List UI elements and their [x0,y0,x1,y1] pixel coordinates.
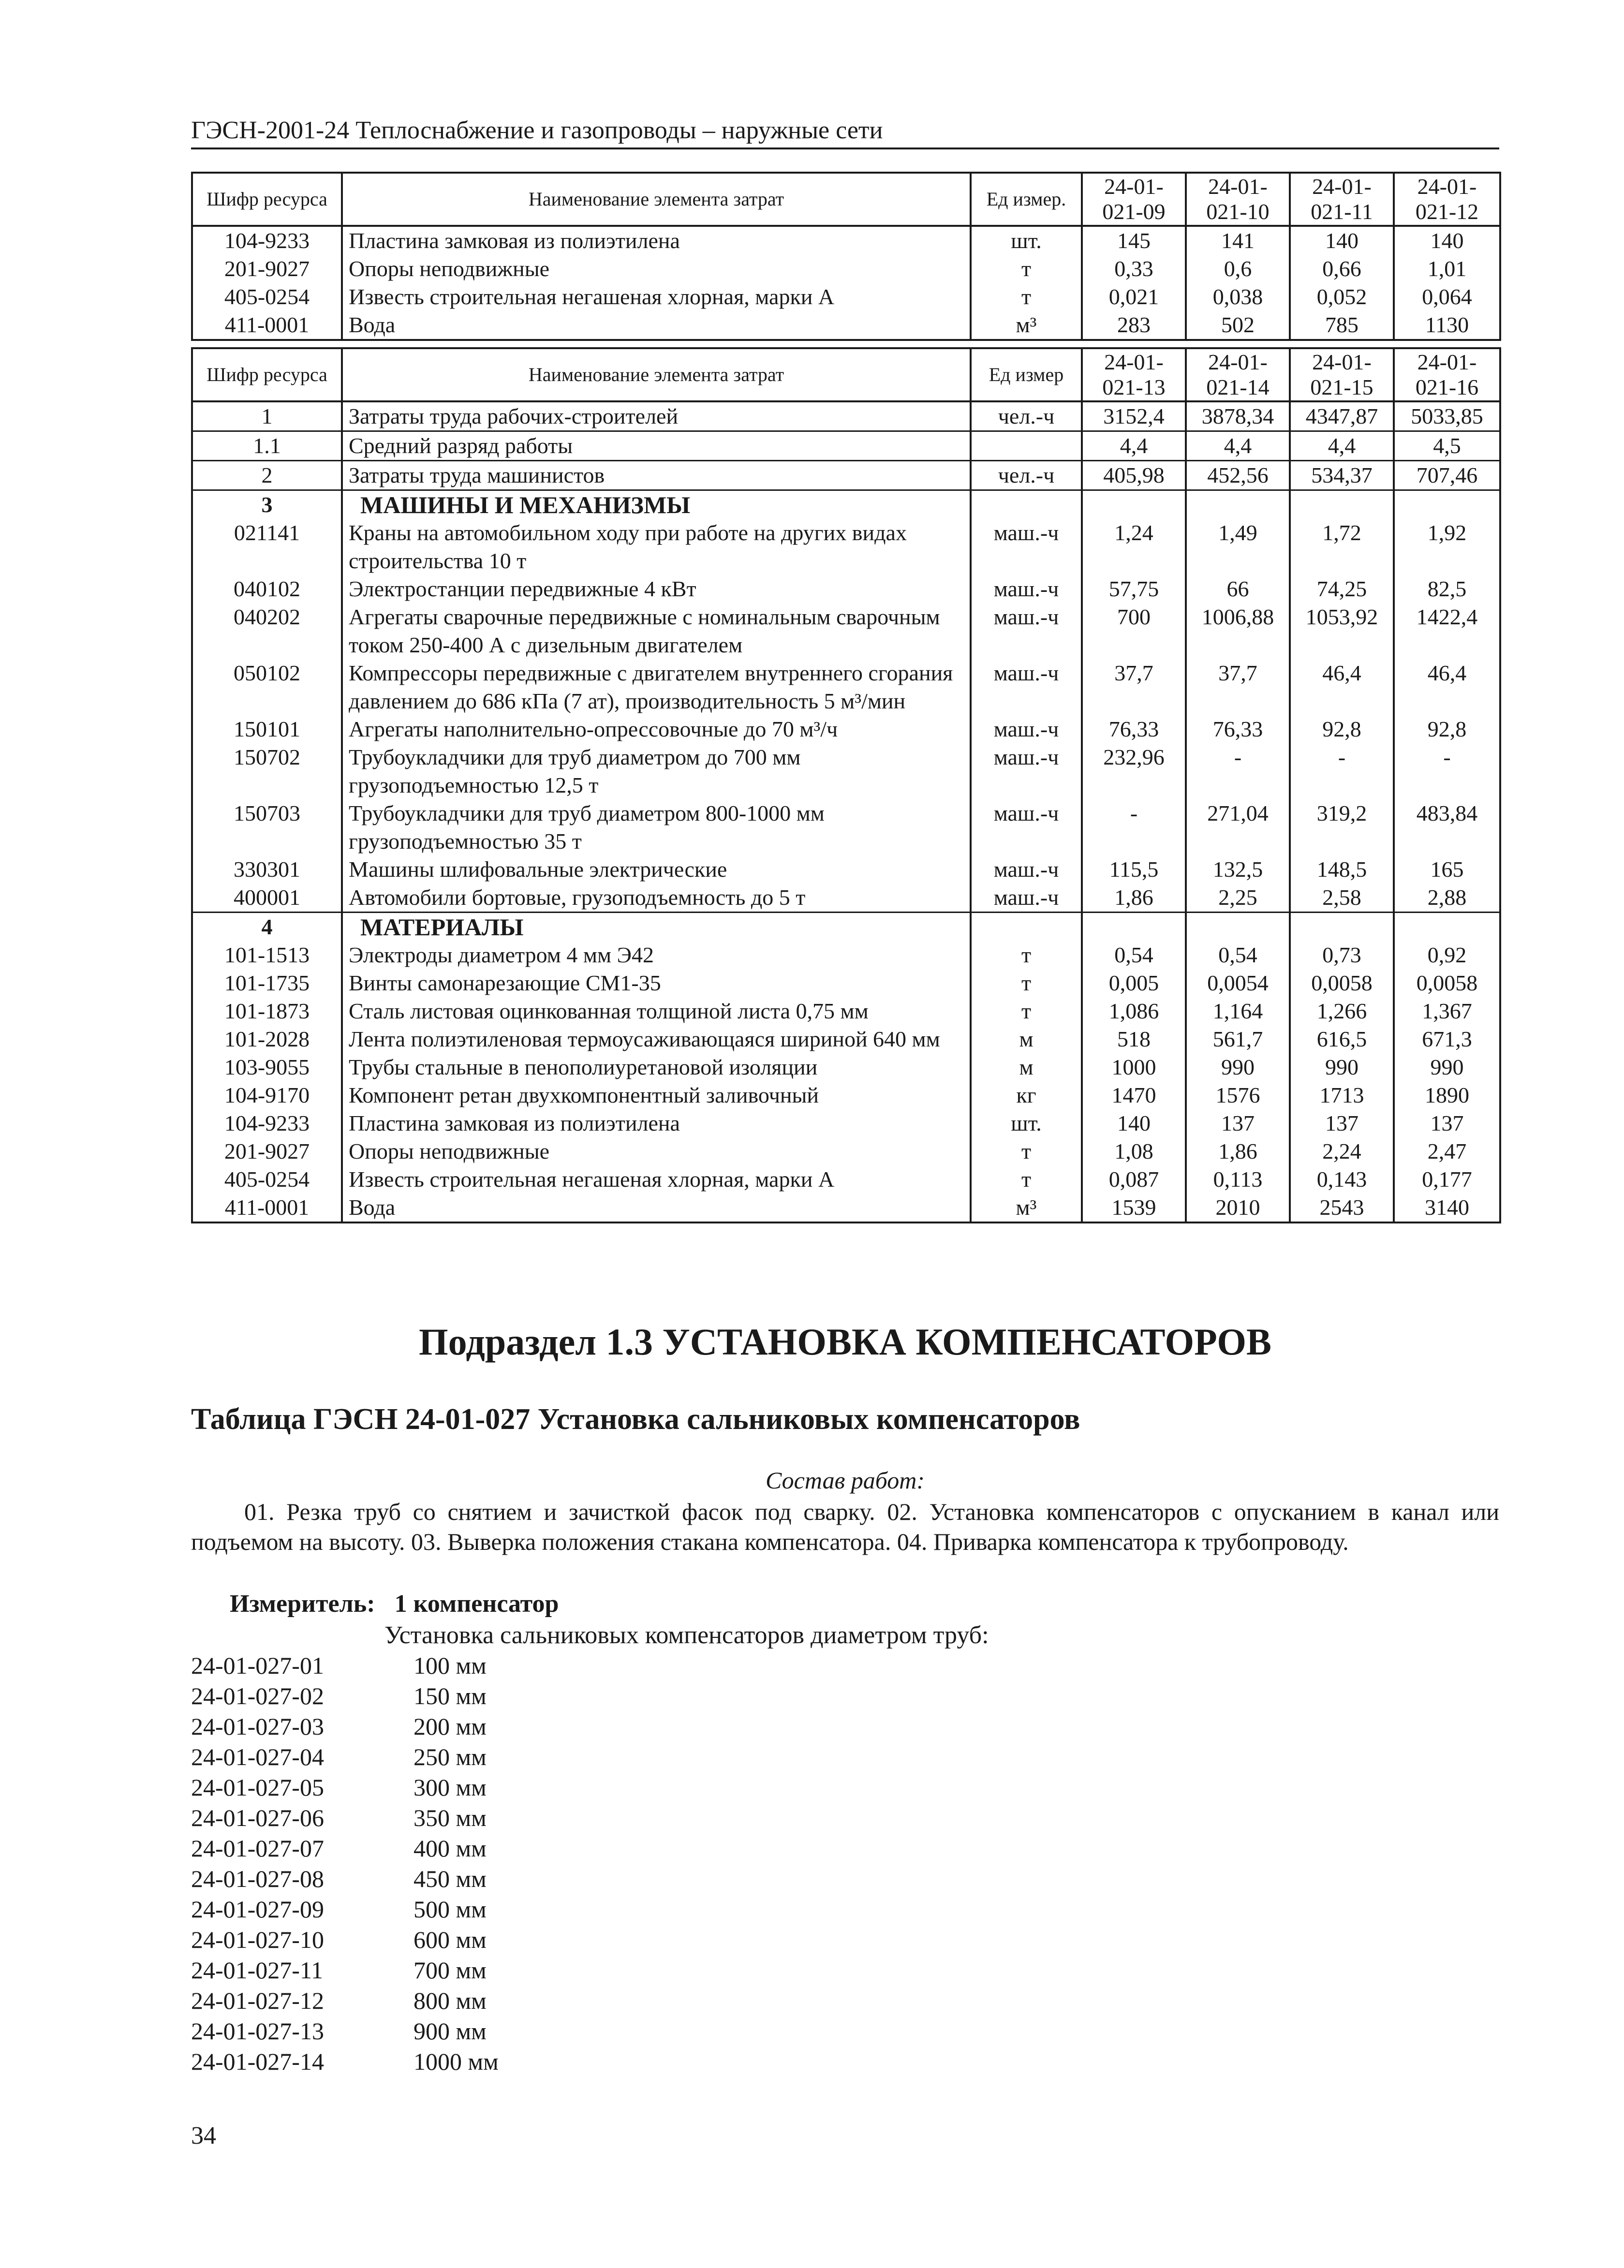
resource-code: 101-1873 [192,997,342,1025]
value-column-2: 0,113 [1186,1165,1290,1193]
norm-code: 24-01-027-10 [191,1926,324,1953]
value-column-2: 1,49 [1186,519,1290,575]
pipe-diameter: 250 мм [413,1743,487,1770]
meter-label: Измеритель: [230,1590,375,1618]
resource-name: Известь строительная негашеная хлорная, марки А [342,1165,971,1193]
value-column-4: 483,84 [1394,799,1500,855]
unit: чел.-ч [971,461,1082,490]
table-row [192,1025,1500,1053]
unit: м [971,1053,1082,1081]
value-column-3 [1290,913,1394,942]
value-column-4: 1890 [1394,1081,1500,1109]
resource-code: 104-9170 [192,1081,342,1109]
resource-name: Винты самонарезающие СМ1-35 [342,969,971,997]
header-column-2: 24-01-021-14 [1186,348,1290,401]
resource-code: 101-1513 [192,941,342,969]
resource-name: Электростанции передвижные 4 кВт [342,575,971,603]
header-column-1: 24-01-021-13 [1082,348,1186,401]
pipe-diameter: 150 мм [413,1682,487,1709]
header-name: Наименование элемента затрат [342,173,971,226]
norm-code-row [191,1742,499,1772]
value-column-3: 2,24 [1290,1137,1394,1165]
norm-code-row [191,1925,499,1955]
norm-code-row [191,2016,499,2047]
norm-code: 24-01-027-08 [191,1865,324,1892]
value-column-4: 5033,85 [1394,401,1500,431]
value-column-2: 3878,34 [1186,401,1290,431]
value-column-3: 140 [1290,226,1394,255]
value-column-4: 1422,4 [1394,603,1500,659]
value-column-1: 283 [1082,311,1186,340]
value-column-2: 271,04 [1186,799,1290,855]
norm-code-row [191,1772,499,1803]
pipe-diameter: 400 мм [413,1835,487,1862]
norm-code: 24-01-027-04 [191,1743,324,1770]
value-column-2: 76,33 [1186,715,1290,743]
table-header-row [192,173,1500,226]
value-column-2: 1,86 [1186,1137,1290,1165]
value-column-2: 37,7 [1186,659,1290,715]
value-column-4: 0,0058 [1394,969,1500,997]
resource-name: Пластина замковая из полиэтилена [342,1109,971,1137]
value-column-1: 115,5 [1082,855,1186,884]
resource-code: 101-1735 [192,969,342,997]
resource-table-2 [191,347,1501,1223]
norm-code: 24-01-027-06 [191,1804,324,1831]
norm-code-row [191,1864,499,1894]
page-number: 34 [191,2122,216,2150]
value-column-1: 1,24 [1082,519,1186,575]
unit [971,490,1082,519]
resource-code: 330301 [192,855,342,884]
table-row [192,1165,1500,1193]
resource-name: Вода [342,1193,971,1222]
value-column-4: 0,177 [1394,1165,1500,1193]
value-column-3: 534,37 [1290,461,1394,490]
value-column-2: 1576 [1186,1081,1290,1109]
value-column-3: 0,73 [1290,941,1394,969]
value-column-3: 319,2 [1290,799,1394,855]
pipe-diameter: 600 мм [413,1926,487,1953]
value-column-2: 2010 [1186,1193,1290,1222]
value-column-4: 1,367 [1394,997,1500,1025]
resource-name: Затраты труда машинистов [342,461,971,490]
value-column-3 [1290,490,1394,519]
value-column-4: 707,46 [1394,461,1500,490]
value-column-1: 37,7 [1082,659,1186,715]
value-column-1: 1470 [1082,1081,1186,1109]
table-row [192,884,1500,913]
table-row [192,799,1500,855]
meter-value: 1 компенсатор [394,1590,559,1618]
value-column-1: 232,96 [1082,743,1186,799]
unit: т [971,941,1082,969]
unit: т [971,1137,1082,1165]
resource-code: 405-0254 [192,1165,342,1193]
resource-name: Агрегаты сварочные передвижные с номинальным сварочным током 250-400 А с дизельным двигателем [342,603,971,659]
value-column-3: 0,143 [1290,1165,1394,1193]
value-column-3: 0,052 [1290,283,1394,311]
value-column-3: 785 [1290,311,1394,340]
norm-code-list [191,1650,499,2077]
resource-name: МАТЕРИАЛЫ [342,913,971,942]
value-column-2: 990 [1186,1053,1290,1081]
norm-code-row [191,1650,499,1681]
table-row [192,743,1500,799]
pipe-diameter: 500 мм [413,1896,487,1923]
value-column-1: 140 [1082,1109,1186,1137]
resource-code: 4 [192,913,342,942]
value-column-1: 518 [1082,1025,1186,1053]
resource-code: 405-0254 [192,283,342,311]
pipe-diameter: 900 мм [413,2018,487,2045]
value-column-1: 1539 [1082,1193,1186,1222]
resource-name: Агрегаты наполнительно-опрессовочные до 70 м³/ч [342,715,971,743]
value-column-4: 3140 [1394,1193,1500,1222]
resource-code: 201-9027 [192,255,342,283]
value-column-2 [1186,913,1290,942]
unit: кг [971,1081,1082,1109]
unit: маш.-ч [971,884,1082,913]
unit: м³ [971,1193,1082,1222]
unit: т [971,969,1082,997]
value-column-2: 141 [1186,226,1290,255]
value-column-2: - [1186,743,1290,799]
value-column-2: 452,56 [1186,461,1290,490]
value-column-4: 2,88 [1394,884,1500,913]
norm-code-row [191,1986,499,2016]
norm-code: 24-01-027-03 [191,1713,324,1740]
table-row [192,283,1500,311]
value-column-3: 46,4 [1290,659,1394,715]
table-row [192,997,1500,1025]
resource-name: Вода [342,311,971,340]
resource-name: Трубы стальные в пенополиуретановой изоляции [342,1053,971,1081]
unit: маш.-ч [971,659,1082,715]
table-row [192,431,1500,461]
norm-code: 24-01-027-13 [191,2018,324,2045]
pipe-diameter: 450 мм [413,1865,487,1892]
resource-name: Трубоукладчики для труб диаметром до 700 мм грузоподъемностью 12,5 т [342,743,971,799]
unit: маш.-ч [971,743,1082,799]
norm-code-row [191,1833,499,1864]
table-row [192,659,1500,715]
value-column-3: 2543 [1290,1193,1394,1222]
value-column-4: 990 [1394,1053,1500,1081]
norm-code-row [191,1681,499,1711]
resource-code: 104-9233 [192,226,342,255]
value-column-1: 0,005 [1082,969,1186,997]
unit: чел.-ч [971,401,1082,431]
pipe-diameter: 200 мм [413,1713,487,1740]
pipe-diameter: 100 мм [413,1652,487,1679]
value-column-2: 0,6 [1186,255,1290,283]
value-column-4: 671,3 [1394,1025,1500,1053]
resource-code: 1.1 [192,431,342,461]
resource-code: 103-9055 [192,1053,342,1081]
header-column-3: 24-01-021-11 [1290,173,1394,226]
value-column-4 [1394,913,1500,942]
value-column-1: 405,98 [1082,461,1186,490]
table-row [192,715,1500,743]
value-column-1: 4,4 [1082,431,1186,461]
value-column-2: 66 [1186,575,1290,603]
running-header: ГЭСН-2001-24 Теплоснабжение и газопроводы – наружные сети [191,114,1499,149]
unit: маш.-ч [971,519,1082,575]
value-column-1: 1,86 [1082,884,1186,913]
unit: шт. [971,1109,1082,1137]
value-column-4: 0,064 [1394,283,1500,311]
resource-code: 050102 [192,659,342,715]
meter-line [230,1589,559,1620]
value-column-4: 0,92 [1394,941,1500,969]
resource-code: 040102 [192,575,342,603]
value-column-1: 0,54 [1082,941,1186,969]
value-column-1: 1,086 [1082,997,1186,1025]
value-column-3: 4,4 [1290,431,1394,461]
value-column-1: 3152,4 [1082,401,1186,431]
value-column-1: 0,33 [1082,255,1186,283]
resource-name: Пластина замковая из полиэтилена [342,226,971,255]
value-column-1: 57,75 [1082,575,1186,603]
table-title: Таблица ГЭСН 24-01-027 Установка сальниковых компенсаторов [191,1403,1080,1436]
value-column-4: 165 [1394,855,1500,884]
resource-code: 021141 [192,519,342,575]
table-row [192,490,1500,519]
table-row [192,1109,1500,1137]
value-column-1: 0,087 [1082,1165,1186,1193]
value-column-4: 140 [1394,226,1500,255]
norm-code: 24-01-027-12 [191,1987,324,2014]
value-column-1 [1082,913,1186,942]
table-row [192,913,1500,942]
resource-code: 201-9027 [192,1137,342,1165]
resource-name: Электроды диаметром 4 мм Э42 [342,941,971,969]
resource-name: Машины шлифовальные электрические [342,855,971,884]
table-row [192,603,1500,659]
resource-name: Опоры неподвижные [342,1137,971,1165]
value-column-1: 1,08 [1082,1137,1186,1165]
norm-code-row [191,1711,499,1742]
resource-table-1 [191,172,1501,341]
pipe-diameter: 1000 мм [413,2048,499,2075]
pipe-diameter: 800 мм [413,1987,487,2014]
pipe-diameter: 300 мм [413,1774,487,1801]
table-row [192,969,1500,997]
value-column-2: 1,164 [1186,997,1290,1025]
norm-code-row [191,1955,499,1986]
unit: шт. [971,226,1082,255]
norm-code-row [191,2047,499,2077]
table-row [192,941,1500,969]
table-row [192,311,1500,340]
value-column-2: 0,038 [1186,283,1290,311]
resource-code: 411-0001 [192,1193,342,1222]
resource-code: 1 [192,401,342,431]
resource-name: Опоры неподвижные [342,255,971,283]
value-column-2 [1186,490,1290,519]
header-column-4: 24-01-021-16 [1394,348,1500,401]
value-column-4: 137 [1394,1109,1500,1137]
unit: т [971,255,1082,283]
norm-code-row [191,1803,499,1833]
table-row [192,855,1500,884]
resource-name: Компрессоры передвижные с двигателем внутреннего сгорания давлением до 686 кПа (7 ат), производительность 5 м³/мин [342,659,971,715]
value-column-2: 137 [1186,1109,1290,1137]
table-row [192,575,1500,603]
resource-code: 411-0001 [192,311,342,340]
value-column-4: 1130 [1394,311,1500,340]
table-row [192,1193,1500,1222]
value-column-1: 0,021 [1082,283,1186,311]
value-column-3: 0,0058 [1290,969,1394,997]
value-column-2: 561,7 [1186,1025,1290,1053]
unit: маш.-ч [971,575,1082,603]
value-column-3: 990 [1290,1053,1394,1081]
resource-code: 400001 [192,884,342,913]
value-column-2: 2,25 [1186,884,1290,913]
norm-code: 24-01-027-09 [191,1896,324,1923]
value-column-3: 616,5 [1290,1025,1394,1053]
value-column-4 [1394,490,1500,519]
table-row [192,401,1500,431]
header-column-4: 24-01-021-12 [1394,173,1500,226]
header-column-3: 24-01-021-15 [1290,348,1394,401]
resource-code: 3 [192,490,342,519]
norms-intro: Установка сальниковых компенсаторов диаметром труб: [384,1621,989,1649]
value-column-2: 0,54 [1186,941,1290,969]
value-column-3: 148,5 [1290,855,1394,884]
resource-name: Автомобили бортовые, грузоподъемность до 5 т [342,884,971,913]
resource-name: Трубоукладчики для труб диаметром 800-1000 мм грузоподъемностью 35 т [342,799,971,855]
value-column-2: 1006,88 [1186,603,1290,659]
norm-code: 24-01-027-01 [191,1652,324,1679]
header-name: Наименование элемента затрат [342,348,971,401]
work-composition-title: Состав работ: [765,1467,925,1494]
norm-code: 24-01-027-11 [191,1957,324,1984]
value-column-1: 145 [1082,226,1186,255]
unit: маш.-ч [971,799,1082,855]
resource-code: 2 [192,461,342,490]
norm-code: 24-01-027-14 [191,2048,324,2075]
unit: м³ [971,311,1082,340]
resource-code: 101-2028 [192,1025,342,1053]
value-column-4: 4,5 [1394,431,1500,461]
resource-name: Лента полиэтиленовая термоусаживающаяся шириной 640 мм [342,1025,971,1053]
value-column-3: 92,8 [1290,715,1394,743]
resource-code: 150101 [192,715,342,743]
value-column-1 [1082,490,1186,519]
unit: т [971,997,1082,1025]
value-column-3: 1713 [1290,1081,1394,1109]
value-column-1: - [1082,799,1186,855]
table-row [192,1081,1500,1109]
value-column-2: 132,5 [1186,855,1290,884]
unit: м [971,1025,1082,1053]
value-column-3: 1,72 [1290,519,1394,575]
unit: т [971,283,1082,311]
unit [971,431,1082,461]
resource-name: Известь строительная негашеная хлорная, марки А [342,283,971,311]
unit: т [971,1165,1082,1193]
resource-code: 104-9233 [192,1109,342,1137]
value-column-3: 137 [1290,1109,1394,1137]
value-column-4: - [1394,743,1500,799]
resource-name: МАШИНЫ И МЕХАНИЗМЫ [342,490,971,519]
resource-name: Компонент ретан двухкомпонентный заливочный [342,1081,971,1109]
resource-name: Затраты труда рабочих-строителей [342,401,971,431]
header-column-2: 24-01-021-10 [1186,173,1290,226]
resource-name: Краны на автомобильном ходу при работе на других видах строительства 10 т [342,519,971,575]
header-code: Шифр ресурса [192,173,342,226]
value-column-4: 82,5 [1394,575,1500,603]
resource-code: 150702 [192,743,342,799]
norm-code: 24-01-027-02 [191,1682,324,1709]
resource-name: Сталь листовая оцинкованная толщиной листа 0,75 мм [342,997,971,1025]
value-column-3: 0,66 [1290,255,1394,283]
header-code: Шифр ресурса [192,348,342,401]
value-column-4: 92,8 [1394,715,1500,743]
value-column-2: 0,0054 [1186,969,1290,997]
table-row [192,255,1500,283]
resource-name: Средний разряд работы [342,431,971,461]
value-column-1: 700 [1082,603,1186,659]
resource-code: 040202 [192,603,342,659]
value-column-3: 1,266 [1290,997,1394,1025]
unit: маш.-ч [971,603,1082,659]
norm-code: 24-01-027-05 [191,1774,324,1801]
table-row [192,461,1500,490]
table-row [192,519,1500,575]
value-column-3: - [1290,743,1394,799]
value-column-3: 4347,87 [1290,401,1394,431]
unit: маш.-ч [971,715,1082,743]
subsection-title: Подраздел 1.3 УСТАНОВКА КОМПЕНСАТОРОВ [418,1321,1272,1363]
value-column-1: 76,33 [1082,715,1186,743]
value-column-4: 1,92 [1394,519,1500,575]
header-unit: Ед измер. [971,173,1082,226]
header-unit: Ед измер [971,348,1082,401]
value-column-2: 4,4 [1186,431,1290,461]
unit: маш.-ч [971,855,1082,884]
table-row [192,1053,1500,1081]
value-column-3: 2,58 [1290,884,1394,913]
value-column-3: 74,25 [1290,575,1394,603]
resource-code: 150703 [192,799,342,855]
value-column-4: 46,4 [1394,659,1500,715]
norm-code: 24-01-027-07 [191,1835,324,1862]
table-row [192,226,1500,255]
pipe-diameter: 700 мм [413,1957,487,1984]
table-header-row [192,348,1500,401]
value-column-4: 2,47 [1394,1137,1500,1165]
value-column-3: 1053,92 [1290,603,1394,659]
unit [971,913,1082,942]
value-column-1: 1000 [1082,1053,1186,1081]
value-column-4: 1,01 [1394,255,1500,283]
pipe-diameter: 350 мм [413,1804,487,1831]
table-row [192,1137,1500,1165]
work-composition-text: 01. Резка труб со снятием и зачисткой фасок под сварку. 02. Установка компенсаторов с опусканием в канал или подъемом на высоту. 03. Выверка положения стакана компенсатора. 04. Приварка компенсатора к трубопроводу. [191,1498,1499,1555]
norm-code-row [191,1894,499,1925]
value-column-2: 502 [1186,311,1290,340]
header-column-1: 24-01-021-09 [1082,173,1186,226]
